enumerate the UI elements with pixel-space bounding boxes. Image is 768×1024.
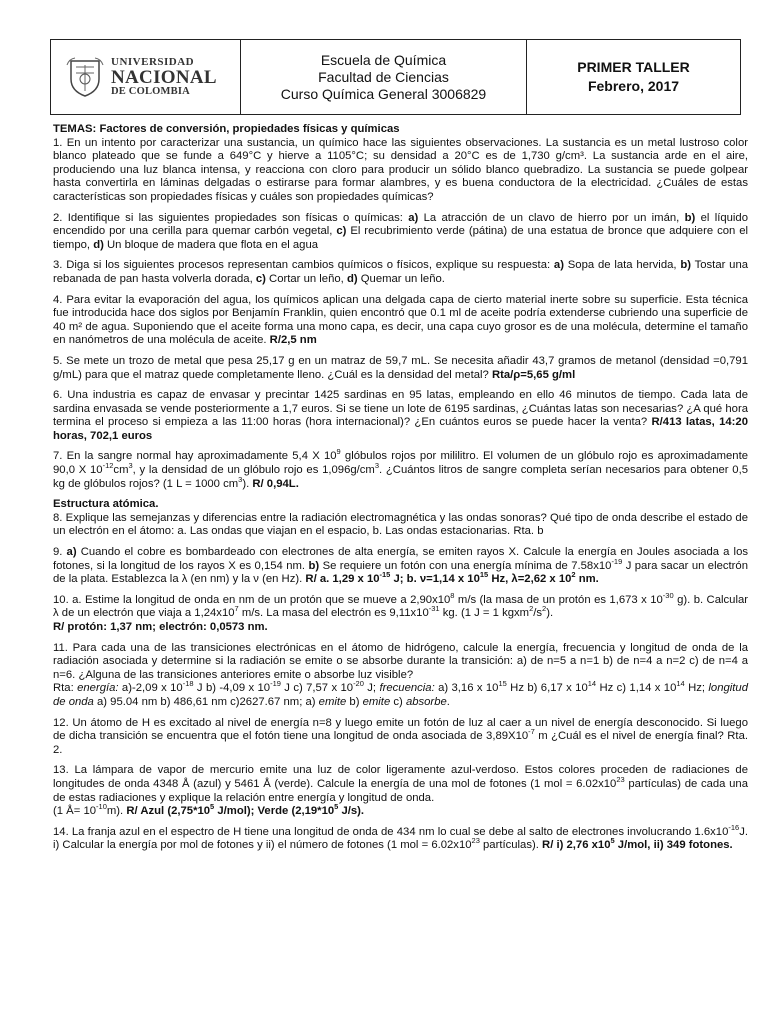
question-13: 13. La lámpara de vapor de mercurio emite una luz de color ligeramente azul-verdoso. Estos colores proceden de radiaciones de longitudes de onda 4348 Å (azul) y 5461 Å (verde). Calcule la energía de una mol de fotones (1 mol = $6.02x10^{23}$ partículas) de cada una de estas radiaciones y explique la relación entre energía y longitud de onda. (1 Å= $10^{-10}m$). R/ Azul ($2,75*10^5$ J/mol); Verde ($2,19*10^5$ J/s). — [53, 764, 748, 818]
answer: R/ Azul ($2,75*10^5$ J/mol); Verde ($2,19*10^5$ J/s). — [126, 802, 365, 818]
workshop-date: Febrero, 2017 — [587, 78, 680, 94]
faculty-name: Facultad de Ciencias — [318, 68, 449, 85]
logo-line-3: DE COLOMBIA — [111, 85, 190, 97]
question-8: 8. Explique las semejanzas y diferencias entre la radiación electromagnética y las ondas sonoras? Qué tipo de onda describe el estado de un electrón en el átomo: a. Las ondas que viajan en el espacio, b. Las ondas estacionarias. Rta. b — [53, 511, 748, 538]
question-3: 3. Diga si los siguientes procesos representan cambios químicos o físicos, explique su respuesta: a) Sopa de lata hervida, b) Tostar una rebanada de pan hasta volverla dorada, c) Cortar un leño, d) Quemar un leño. — [53, 259, 749, 285]
logo-line-2: NACIONAL — [111, 66, 217, 88]
workshop-info — [527, 40, 740, 114]
document-body — [53, 123, 748, 860]
question-11: 11. Para cada una de las transiciones electrónicas en el átomo de hidrógeno, calcule la energía, frecuencia y longitud de onda de la radiación asociada y determine si la radiación se emite o se absorbe durante la transición: a) de n=5 a n=1 b) de n=4 a n=2 c) de n=4 a n=6. ¿Alguna de las transiciones anteriores emite o absorbe luz visible? Rta: energía: a)-2,09 x $10^{-18}$ J b) -4,09 x $10^{-19}$ J c) 7,57 x $10^{-20}$ J; frecuencia: a) 3,16 x $10^{15}$ Hz b) 6,17 x $10^{14}$ Hz c) 1,14 x $10^{14}$ Hz; longitud de onda a) 95.04 nm b) 486,61 nm c)2627.67 nm; a) emite b) emite c) absorbe. — [53, 641, 748, 708]
question-14: 14. La franja azul en el espectro de H tiene una longitud de onda de 434 nm lo cual se debe al salto de electrones involucrando $1.6x10^{-16}J$. i) Calcular la energía por mol de fotones y ii) el número de fotones (1 mol = $6.02x10^{23}$ partículas). R/ i) 2,76 $x10^5$ J/mol, ii) 349 fotones. — [53, 822, 748, 852]
answer: R/ 0,94L. — [252, 477, 299, 490]
answer: R/2,5 nm — [269, 334, 317, 347]
coat-of-arms-icon — [65, 55, 105, 99]
course-name: Curso Química General 3006829 — [280, 85, 487, 102]
question-4: 4. Para evitar la evaporación del agua, los químicos aplican una delgada capa de cierto material inerte sobre su superficie. Esta técnica fue introducida hace dos siglos por Benjamín Franklin, quien encontró que 0.1 ml de aceite podría extenderse cubriendo una superficie de 40 m² de agua. Suponiendo que el aceite forma una mono capa, es decir, una capa cuyo grosor es de una molécula, determine el tamaño en nanómetros de una molécula de aceite. R/2,5 nm — [53, 293, 748, 347]
course-info — [241, 40, 527, 114]
topics-heading: TEMAS: Factores de conversión, propiedades físicas y químicas — [53, 123, 400, 135]
answer: R/ protón: 1,37 nm; electrón: 0,0573 nm. — [53, 621, 268, 633]
answer: R/ i) 2,76 $x10^5$ J/mol, ii) 349 fotones. — [542, 836, 733, 852]
answer: R/ a. 1,29 x $10^{-15}$ J; b. ν=1,14 x $10^{15}$ Hz, λ=2,62 x $10^2$ nm. — [305, 570, 599, 586]
question-12: 12. Un átomo de H es excitado al nivel de energía n=8 y luego emite un fotón de luz al caer a un nivel de energía desconocido. Si luego de dicha transición se encuentra que el fotón tiene una longitud de onda asociada de $3,89X10^{-7}$ m ¿Cuál es el nivel de energía final? Rta. 2. — [53, 716, 748, 756]
answer: R/413 latas, 14:20 horas, 702,1 euros — [53, 416, 748, 442]
document-header — [50, 39, 741, 115]
question-9: 9. a) Cuando el cobre es bombardeado con electrones de alta energía, se emiten rayos X. Calcule la energía en Joules asociada a los fotones, si la longitud de los rayos X es 0,154 nm. b) Se requiere un fotón con una energía mínima de $7.58x10^{-19}$ J para sacar un electrón de la plata. Establezca la λ (en nm) y la ν (en Hz). R/ a. 1,29 x $10^{-15}$ J; b. ν=1,14 x $10^{15}$ Hz, λ=2,62 x $10^2$ nm. — [53, 546, 748, 586]
question-7: 7. En la sangre normal hay aproximadamente 5,4 X $10^9$ glóbulos rojos por mililitro. El volumen de un glóbulo rojo es aproximadamente 90,0 X $10^{-12}cm^3$, y la densidad de un glóbulo rojo es $1,096g/cm^3$. ¿Cuántos litros de sangre completa serían necesarios para obtener 0,5 kg de glóbulos rojos? (1 L = 1000 $cm^3$). R/ 0,94L. — [53, 447, 749, 490]
logo-line-1: UNIVERSIDAD — [111, 55, 195, 68]
workshop-title: PRIMER TALLER — [577, 59, 690, 75]
question-6: 6. Una industria es capaz de envasar y precintar 1425 sardinas en 95 latas, empleando en ello 46 minutos de tiempo. Cada lata de sardina envasada se vende posteriormente a 1,7 euros. Si se tiene un lote de 6195 sardinas, ¿Cuántas latas son necesarias? ¿A qué hora termina el proceso si empieza a las 11:00 horas (hora internacional)? ¿En cuántos euros se puede hacer la venta? R/413 latas, 14:20 horas, 702,1 euros — [53, 389, 748, 442]
question-10: 10. a. Estime la longitud de onda en nm de un protón que se mueve a $2,90x10^8$ m/s (la masa de un protón es 1,673 x $10^{-30}$ g). b. Calcular λ de un electrón que viaja a $1,24x10^7$ m/s. La masa del electrón es $9,11x10^{-31}$ kg. (1 J = 1 $kgxm^2/s^2$). R/ protón: 1,37 nm; electrón: 0,0573 nm. — [53, 591, 748, 633]
question-5: 5. Se mete un trozo de metal que pesa 25,17 g en un matraz de 59,7 mL. Se necesita añadir 43,7 gramos de metanol (densidad =0,791 g/mL) para que el matraz quede completamente lleno. ¿Cuál es la densidad del metal? Rta/ρ=5,65 g/ml — [53, 354, 748, 381]
question-2: 2. Identifique si las siguientes propiedades son físicas o químicas: a) La atracción de un clavo de hierro por un imán, b) el líquido encendido por una cerilla para quemar carbón vegetal, c) El recubrimiento verde (pátina) de una estatua de bronce que adquiere con el tiempo, d) Un bloque de madera que flota en el agua — [53, 211, 749, 251]
school-name: Escuela de Química — [320, 51, 447, 68]
question-1: 1. En un intento por caracterizar una sustancia, un químico hace las siguientes observaciones. La sustancia es un metal lustroso color blanco plateado que se funde a 649°C y hierve a 1105°C; su densidad a 20°C es de 1,730 g/cm³. La sustancia arde en el aire, produciendo una luz blanca intensa, y reacciona con cloro para producir un sólido blanco quebradizo. La sustancia se puede golpear hasta convertirla en láminas delgadas o estirarse para formar alambres, y es buena conductora de la electricidad. ¿Cuáles de estas características son propiedades físicas y cuáles son propiedades químicas? — [53, 136, 748, 203]
section-title: Estructura atómica. — [53, 498, 159, 511]
answer: Rta/ρ=5,65 g/ml — [491, 368, 576, 381]
university-logo — [51, 40, 241, 114]
